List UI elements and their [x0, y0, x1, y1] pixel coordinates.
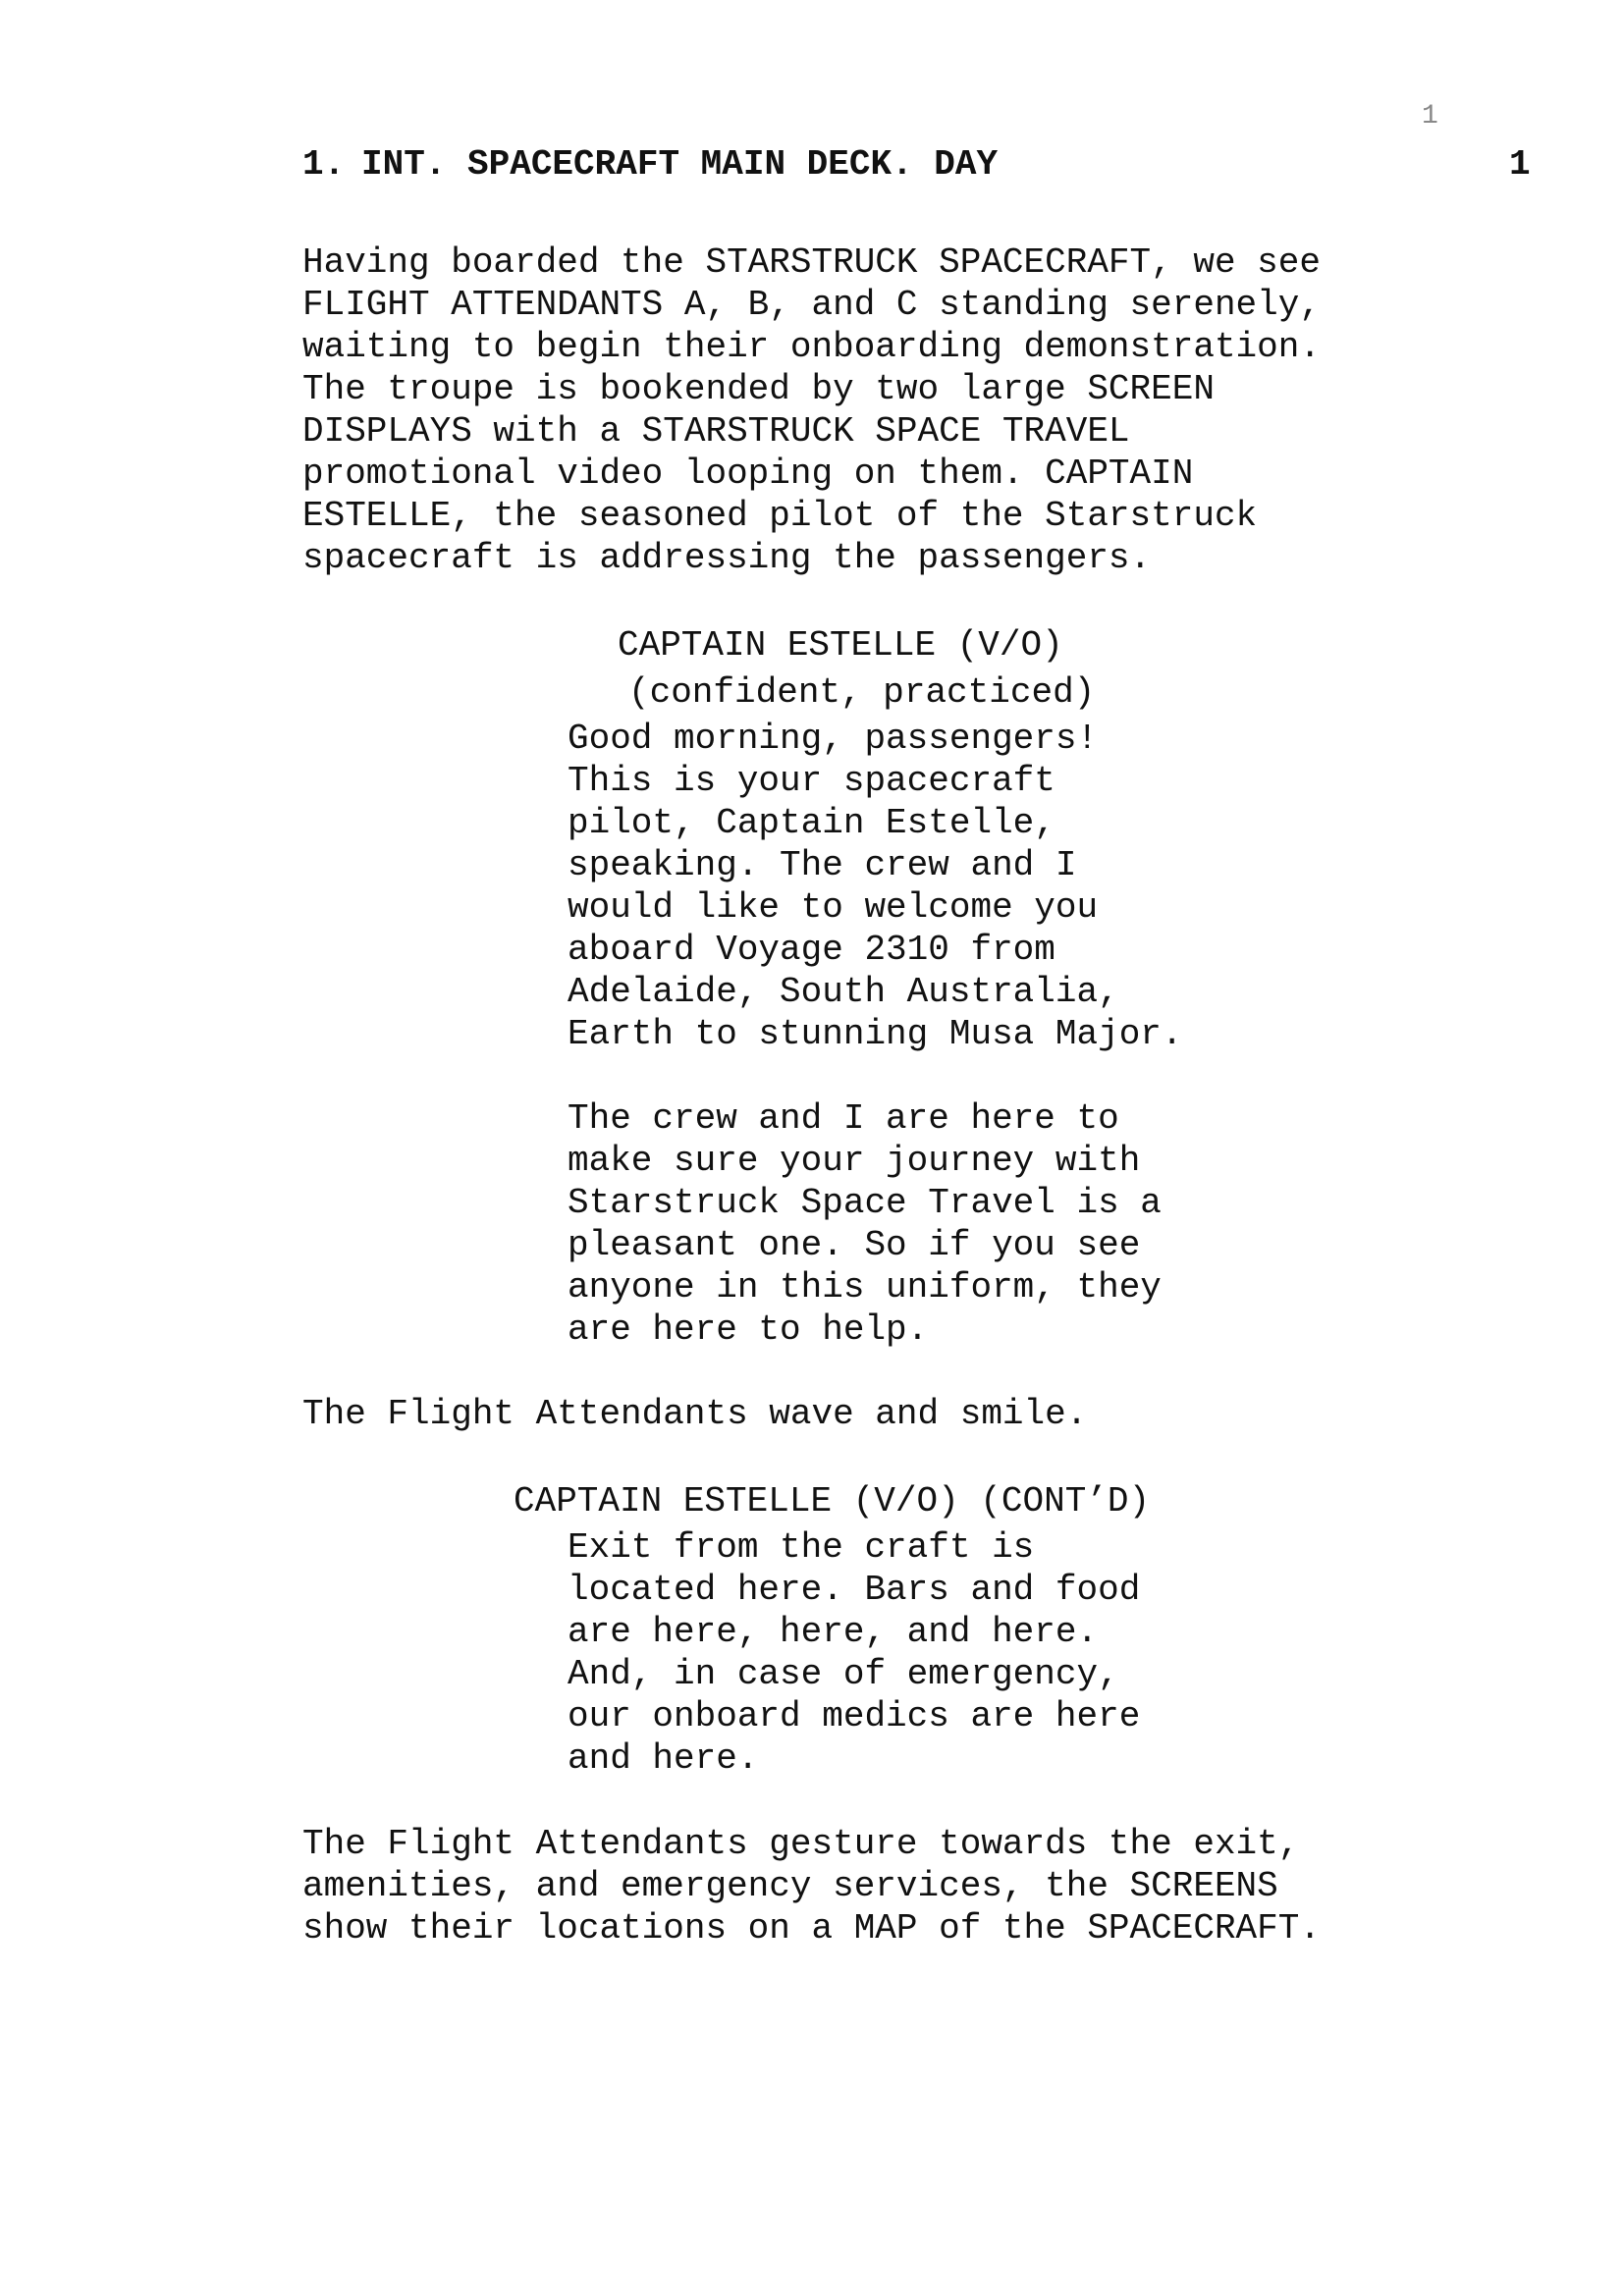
dialogue-line: our onboard medics are here — [568, 1696, 1141, 1736]
dialogue-line: are here, here, and here. — [568, 1612, 1099, 1652]
scene-number-right: 1 — [1509, 144, 1531, 185]
dialogue-line: The crew and I are here to — [568, 1098, 1119, 1139]
action-line: amenities, and emergency services, the SCREENS — [302, 1866, 1278, 1906]
dialogue-line: Adelaide, South Australia, — [568, 972, 1119, 1012]
action-line: The troupe is bookended by two large SCREEN — [302, 369, 1215, 409]
dialogue-line: aboard Voyage 2310 from — [568, 930, 1055, 970]
action-line: DISPLAYS with a STARSTRUCK SPACE TRAVEL — [302, 411, 1130, 452]
dialogue-line: and here. — [568, 1738, 759, 1779]
action-line: waiting to begin their onboarding demonstration. — [302, 327, 1321, 367]
dialogue-line: would like to welcome you — [568, 887, 1099, 928]
dialogue-line: And, in case of emergency, — [568, 1654, 1119, 1694]
character-name: CAPTAIN ESTELLE (V/O) (CONT’D) — [514, 1481, 1151, 1522]
dialogue-line: Earth to stunning Musa Major. — [568, 1014, 1183, 1054]
dialogue-line: speaking. The crew and I — [568, 845, 1077, 885]
dialogue-line: anyone in this uniform, they — [568, 1267, 1162, 1308]
dialogue-line: make sure your journey with — [568, 1141, 1141, 1181]
action-line: ESTELLE, the seasoned pilot of the Starstruck — [302, 496, 1258, 536]
scene-heading-text: INT. SPACECRAFT MAIN DECK. DAY — [361, 144, 999, 185]
dialogue-line: Starstruck Space Travel is a — [568, 1183, 1162, 1223]
action-line: The Flight Attendants gesture towards the exit, — [302, 1824, 1300, 1864]
dialogue-line: are here to help. — [568, 1309, 929, 1350]
character-name: CAPTAIN ESTELLE (V/O) — [618, 625, 1063, 666]
dialogue-line: pilot, Captain Estelle, — [568, 803, 1055, 843]
action-line: The Flight Attendants wave and smile. — [302, 1394, 1088, 1434]
dialogue-line: Exit from the craft is — [568, 1527, 1035, 1568]
dialogue-line: pleasant one. So if you see — [568, 1225, 1141, 1265]
dialogue-line: This is your spacecraft — [568, 761, 1055, 801]
action-line: spacecraft is addressing the passengers. — [302, 538, 1152, 578]
page-number: 1 — [1422, 101, 1438, 132]
dialogue-line: Good morning, passengers! — [568, 719, 1099, 759]
dialogue-line: located here. Bars and food — [568, 1570, 1141, 1610]
action-line: show their locations on a MAP of the SPACECRAFT. — [302, 1908, 1321, 1949]
scene-number-left: 1. — [302, 144, 346, 185]
action-line: FLIGHT ATTENDANTS A, B, and C standing serenely, — [302, 285, 1321, 325]
action-line: Having boarded the STARSTRUCK SPACECRAFT, we see — [302, 242, 1321, 283]
action-line: promotional video looping on them. CAPTAIN — [302, 454, 1194, 494]
parenthetical: (confident, practiced) — [628, 672, 1096, 713]
